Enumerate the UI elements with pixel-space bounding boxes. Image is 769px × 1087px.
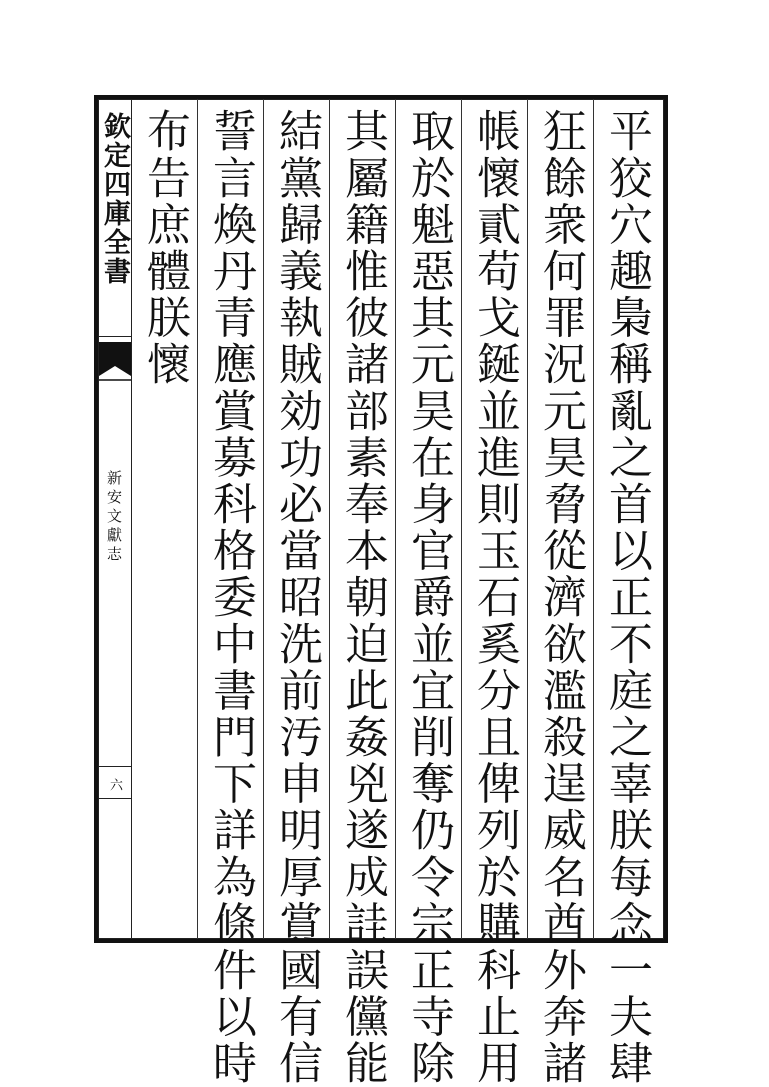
text-column-8 bbox=[136, 104, 196, 934]
column-text: 誓言煥丹青應賞募科格委中書門下詳為條件以時 bbox=[205, 108, 256, 1087]
text-column-2 bbox=[532, 104, 592, 1087]
spine-separator-page bbox=[98, 798, 131, 799]
column-text: 結黨歸義執賊効功必當昭洗前汚申明厚賞國有信 bbox=[271, 108, 322, 1087]
column-text: 狂餘衆何罪況元昊脅從濟欲濫殺逞威名酋外奔諸 bbox=[535, 108, 586, 1087]
fishtail-mark-icon bbox=[99, 342, 131, 382]
column-text: 布告庶體朕懷 bbox=[139, 108, 190, 388]
column-rule bbox=[263, 99, 264, 939]
column-text: 其屬籍惟彼諸部素奉本朝迫此姦兇遂成詿誤儻能 bbox=[337, 108, 388, 1087]
column-rule bbox=[395, 99, 396, 939]
column-text: 取於魁惡其元昊在身官爵並宜削奪仍令宗正寺除 bbox=[403, 108, 454, 1087]
spine-book-name: 新安文獻志 bbox=[105, 470, 123, 565]
text-column-1 bbox=[598, 104, 658, 1087]
column-text: 帳懷貳苟戈鋋並進則玉石奚分且俾列於購科止用 bbox=[469, 108, 520, 1087]
spine-title: 欽定四庫全書 bbox=[99, 112, 130, 286]
text-column-4 bbox=[400, 104, 460, 1087]
spine-separator-top bbox=[98, 336, 131, 337]
text-column-3 bbox=[466, 104, 526, 1087]
column-text: 平狡穴趣梟稱亂之首以正不庭之辜朕每念一夫肆 bbox=[601, 108, 652, 1087]
text-column-5 bbox=[334, 104, 394, 1087]
column-rule bbox=[593, 99, 594, 939]
text-column-7 bbox=[202, 104, 262, 1087]
column-rule bbox=[527, 99, 528, 939]
column-rule bbox=[461, 99, 462, 939]
spine-divider bbox=[131, 99, 132, 939]
spine-separator-bottom bbox=[98, 766, 131, 767]
text-column-6 bbox=[268, 104, 328, 1087]
column-rule bbox=[197, 99, 198, 939]
column-rule bbox=[329, 99, 330, 939]
spine-page-number: 六 bbox=[107, 778, 122, 791]
